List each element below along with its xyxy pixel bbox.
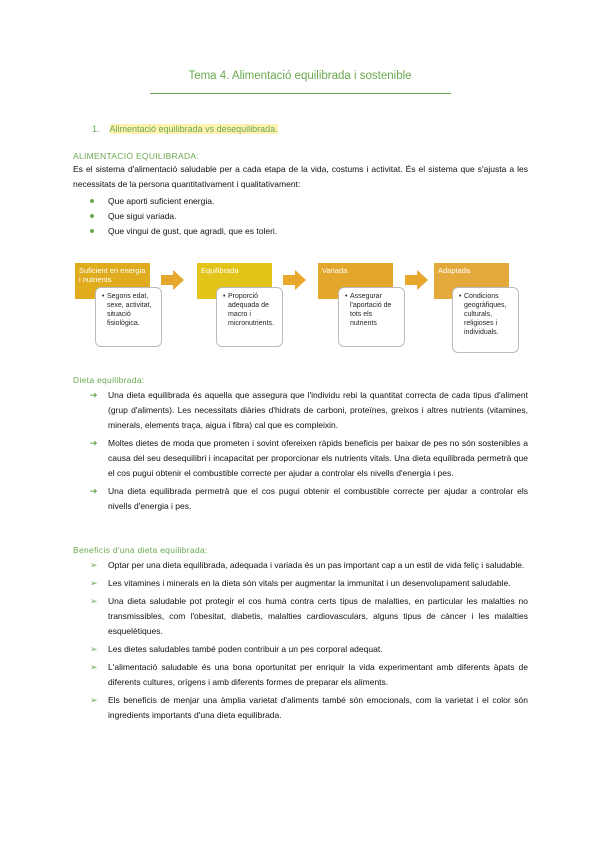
diagram-step-box: • Condicions geogràfiques, culturals, religioses i individuals. — [452, 287, 519, 353]
list-item: ➔ Una dieta equilibrada és aquella que assegura que l'individu rebi la quantitat correcta de cada tipus d'aliment (grup d'aliments). Les necessitats diàries d'hidrats de carboni, proteïnes, greixos i altres nutrients (vitamines, minerals, elements traça, aigua i fibra) cal que es compleixin. — [90, 390, 528, 430]
bullet-dot-icon — [90, 199, 94, 203]
section-number: 1. — [92, 124, 100, 134]
title-underline — [150, 93, 451, 94]
list-item: ➢ Les vitamines i minerals en la dieta són vitals per augmentar la immunitat i un desenvolupament saludable. — [90, 576, 528, 591]
triangle-bullet-icon: ➢ — [90, 695, 98, 705]
alimentacio-heading: ALIMENTACIÓ EQUILIBRADA: — [73, 151, 200, 161]
alimentacio-paragraph: Es el sistema d'alimentació saludable per a cada etapa de la vida, costums i activitat. És el sistema que s'ajusta a les necessitats de la persona quantitativament i qualitativament: — [73, 164, 528, 189]
list-item: ➔ Moltes dietes de moda que prometen i sovint ofereixen ràpids beneficis per baixar de pes no són sostenibles a causa del seu desequilibri i incapacitat per proporcionar els nutrients vitals. Una dieta equilibrada permetrà que el cos pugui obtenir el combustible correcte per ajudar a controlar els nivells d'energia i pes. — [90, 438, 528, 478]
section-heading — [92, 124, 278, 134]
diagram-step-header: Variada — [318, 263, 393, 299]
process-diagram — [75, 263, 525, 353]
list-item: Que aporti suficient energia. — [90, 194, 277, 209]
page-title: Tema 4. Alimentació equilibrada i sostenible — [188, 70, 412, 82]
list-item: ➢ Les dietes saludables també poden contribuir a un pes corporal adequat. — [90, 642, 528, 657]
arrow-bullet-icon: ➔ — [90, 438, 98, 448]
triangle-bullet-icon: ➢ — [90, 578, 98, 588]
diagram-step-header: Equilibrada — [197, 263, 272, 299]
arrow-bullet-icon: ➔ — [90, 390, 98, 400]
beneficis-list — [90, 558, 528, 726]
dieta-list — [90, 388, 528, 517]
requirements-list — [90, 194, 277, 239]
bullet-dot-icon — [90, 229, 94, 233]
list-item: ➢ Una dieta saludable pot protegir el cos humà contra certs tipus de malalties, en particular les malalties no transmissibles, com l'obesitat, diabetis, malalties cardiovasculars, alguns tipus de càncer i les malalties esquelètiques. — [90, 596, 528, 636]
diagram-step-box: • Proporció adequada de macro i micronutrients. — [216, 287, 283, 347]
diagram-step-box: • Segons edat, sexe, activitat, situació fisiològica. — [95, 287, 162, 347]
triangle-bullet-icon: ➢ — [90, 644, 98, 654]
diagram-step-header: Suficient en energia i nutrients — [75, 263, 150, 299]
list-item: ➢ L'alimentació saludable és una bona oportunitat per enriquir la vida experimentant amb diferents àpats de diferents cultures, orígens i amb diferents formes de preparar els aliments. — [90, 662, 528, 687]
list-item: Que vingui de gust, que agradi, que es toleri. — [90, 224, 277, 239]
dieta-heading: Dieta equilibrada: — [73, 375, 145, 385]
list-item: ➢ Optar per una dieta equilibrada, adequada i variada és un pas important cap a un estil de vida feliç i saludable. — [90, 558, 528, 573]
list-item: ➢ Els beneficis de menjar una àmplia varietat d'aliments també són emocionals, com la varietat i el color són ingredients importants d'una dieta equilibrada. — [90, 695, 528, 720]
list-item: ➔ Una dieta equilibrada permetrà que el cos pugui obtenir el combustible correcte per ajudar a controlar els nivells d'energia i pes. — [90, 486, 528, 511]
beneficis-heading: Beneficis d'una dieta equilibrada: — [73, 545, 208, 555]
diagram-step-box: • Assegurar l'aportació de tots els nutrients — [338, 287, 405, 347]
list-item: Que sigui variada. — [90, 209, 277, 224]
diagram-step-header: Adaptada — [434, 263, 509, 299]
triangle-bullet-icon: ➢ — [90, 662, 98, 672]
bullet-dot-icon — [90, 214, 94, 218]
triangle-bullet-icon: ➢ — [90, 560, 98, 570]
triangle-bullet-icon: ➢ — [90, 596, 98, 606]
arrow-bullet-icon: ➔ — [90, 486, 98, 496]
section-title: Alimentació equilibrada vs desequilibrada. — [109, 124, 278, 134]
